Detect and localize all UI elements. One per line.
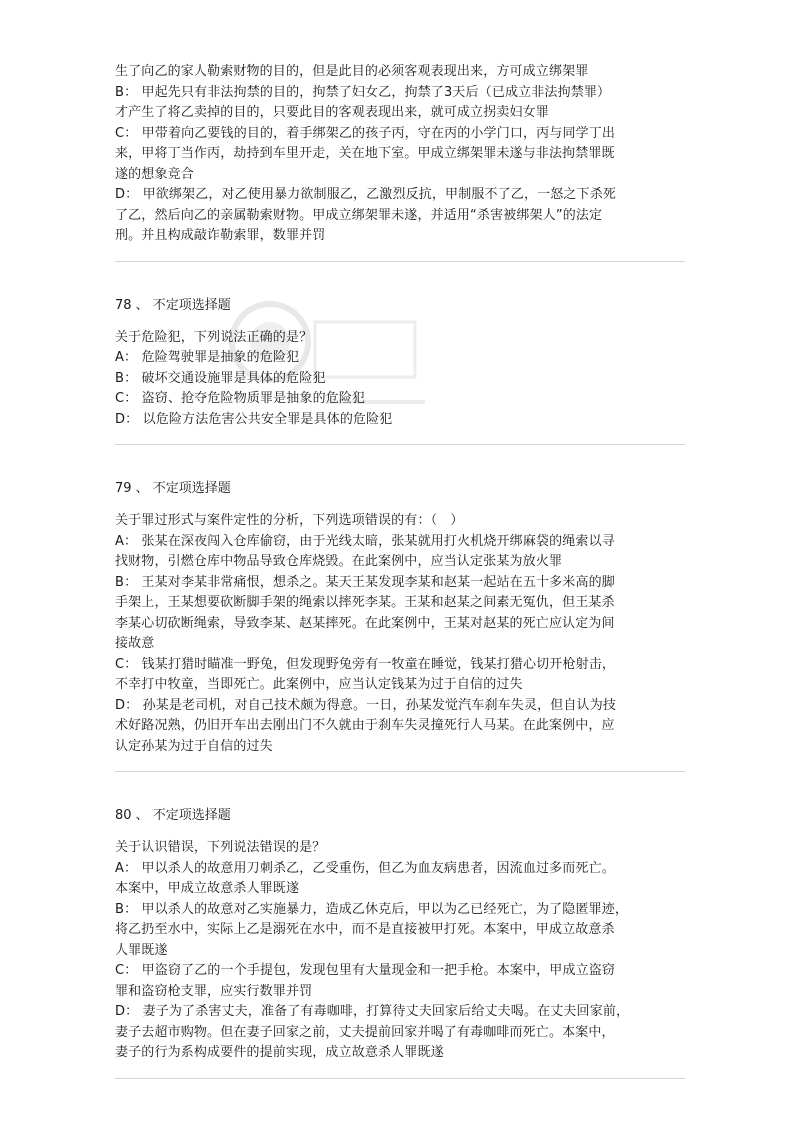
text-line: 接故意 [115, 636, 155, 651]
option-c: C： 甲带着向乙要钱的目的，着手绑架乙的孩子丙，守在丙的小学门口，丙与同学丁出 [115, 125, 616, 141]
option-b: B： 王某对李某非常痛恨，想杀之。某天王某发现李某和赵某一起站在五十多米高的脚 [115, 574, 615, 590]
text-line: 生了向乙的家人勒索财物的目的，但是此目的必须客观表现出来，方可成立绑架罪 [115, 64, 589, 79]
text-line: 来，甲将丁当作丙，劫持到车里开走，关在地下室。甲成立绑架罪未遂与非法拘禁罪既 [115, 146, 615, 161]
text-line: 认定孙某为过于自信的过失 [115, 738, 273, 754]
option-a: A： 危险驾驶罪是抽象的危险犯 [115, 350, 300, 365]
option-b: B： 甲起先只有非法拘禁的目的，拘禁了妇女乙，拘禁了3天后（已成立非法拘禁罪） [115, 84, 611, 100]
question-stem: 关于认识错误，下列说法错误的是？ [115, 840, 326, 855]
option-a: A： 张某在深夜闯入仓库偷窃，由于光线太暗，张某就用打火机烧开绑麻袋的绳索以寻 [115, 533, 615, 549]
question-stem: 关于危险犯，下列说法正确的是？ [115, 329, 313, 345]
option-a: A： 甲以杀人的故意用刀刺杀乙，乙受重伤，但乙为血友病患者，因流血过多而死亡。 [115, 860, 615, 876]
option-d: D： 以危险方法危害公共安全罪是具体的危险犯 [115, 411, 393, 427]
question-header: 79 、 不定项选择题 [115, 481, 231, 496]
text-line: 人罪既遂 [115, 942, 168, 958]
text-line: 遂的想象竞合 [115, 166, 194, 182]
option-b: B： 破坏交通设施罪是具体的危险犯 [115, 370, 326, 386]
text-line: 了乙，然后向乙的亲属勒索财物。甲成立绑架罪未遂，并适用“杀害被绑架人”的法定 [115, 207, 603, 223]
question-stem: 关于罪过形式与案件定性的分析，下列选项错误的有：（ ） [115, 513, 464, 528]
text-line: 李某心切砍断绳索，导致李某、赵某摔死。在此案例中，王某对赵某的死亡应认定为间 [115, 615, 615, 631]
text-line: 才产生了将乙卖掉的目的，只要此目的客观表现出来，就可成立拐卖妇女罪 [115, 105, 549, 120]
text-line: 将乙扔至水中，实际上乙是溺死在水中，而不是直接被甲打死。本案中，甲成立故意杀 [115, 922, 615, 937]
question-79 [115, 479, 690, 757]
text-line: 妻子的行为系构成要件的提前实现，成立故意杀人罪既遂 [115, 1045, 444, 1060]
option-c: C： 盗窃、抢夺危险物质罪是抽象的危险犯 [115, 391, 366, 406]
option-c: C： 甲盗窃了乙的一个手提包，发现包里有大量现金和一把手枪。本案中，甲成立盗窃 [115, 963, 616, 978]
option-c: C： 钱某打猎时瞄准一野兔，但发现野兔旁有一牧童在睡觉，钱某打猎心切开枪射击， [115, 656, 616, 672]
text-line: 罪和盗窃枪支罪，应实行数罪并罚 [115, 983, 313, 999]
question-77-continuation [115, 62, 690, 247]
text-line: 手架上，王某想要砍断脚手架的绳索以摔死李某。王某和赵某之间素无冤仇，但王某杀 [115, 595, 615, 610]
text-line: 找财物，引燃仓库中物品导致仓库烧毁。在此案例中，应当认定张某为放火罪 [115, 554, 563, 569]
question-header: 78 、 不定项选择题 [115, 297, 231, 313]
option-d: D： 妻子为了杀害丈夫，准备了有毒咖啡，打算待丈夫回家后给丈夫喝。在丈夫回家前， [115, 1004, 630, 1019]
question-80 [115, 806, 690, 1064]
question-78 [115, 296, 690, 431]
text-line: 不幸打中牧童，当即死亡。此案例中，应当认定钱某为过于自信的过失 [115, 677, 523, 692]
text-line: 刑。并且构成敲诈勒索罪，数罪并罚 [115, 228, 326, 243]
document-page [115, 62, 690, 1079]
option-d: D： 甲欲绑架乙，对乙使用暴力欲制服乙，乙激烈反抗，甲制服不了乙，一怒之下杀死 [115, 187, 616, 202]
text-line: 本案中，甲成立故意杀人罪既遂 [115, 881, 300, 896]
text-line: 妻子去超市购物。但在妻子回家之前，丈夫提前回家并喝了有毒咖啡而死亡。本案中， [115, 1024, 615, 1040]
question-header: 80 、 不定项选择题 [115, 808, 231, 823]
divider [115, 1078, 685, 1079]
option-b: B： 甲以杀人的故意对乙实施暴力，造成乙休克后，甲以为乙已经死亡，为了隐匿罪迹， [115, 901, 629, 917]
option-d: D： 孙某是老司机，对自己技术颇为得意。一日，孙某发觉汽车刹车失灵，但自认为技 [115, 697, 616, 713]
text-line: 术好路况熟，仍旧开车出去刚出门不久就由于刹车失灵撞死行人马某。在此案例中，应 [115, 718, 615, 733]
